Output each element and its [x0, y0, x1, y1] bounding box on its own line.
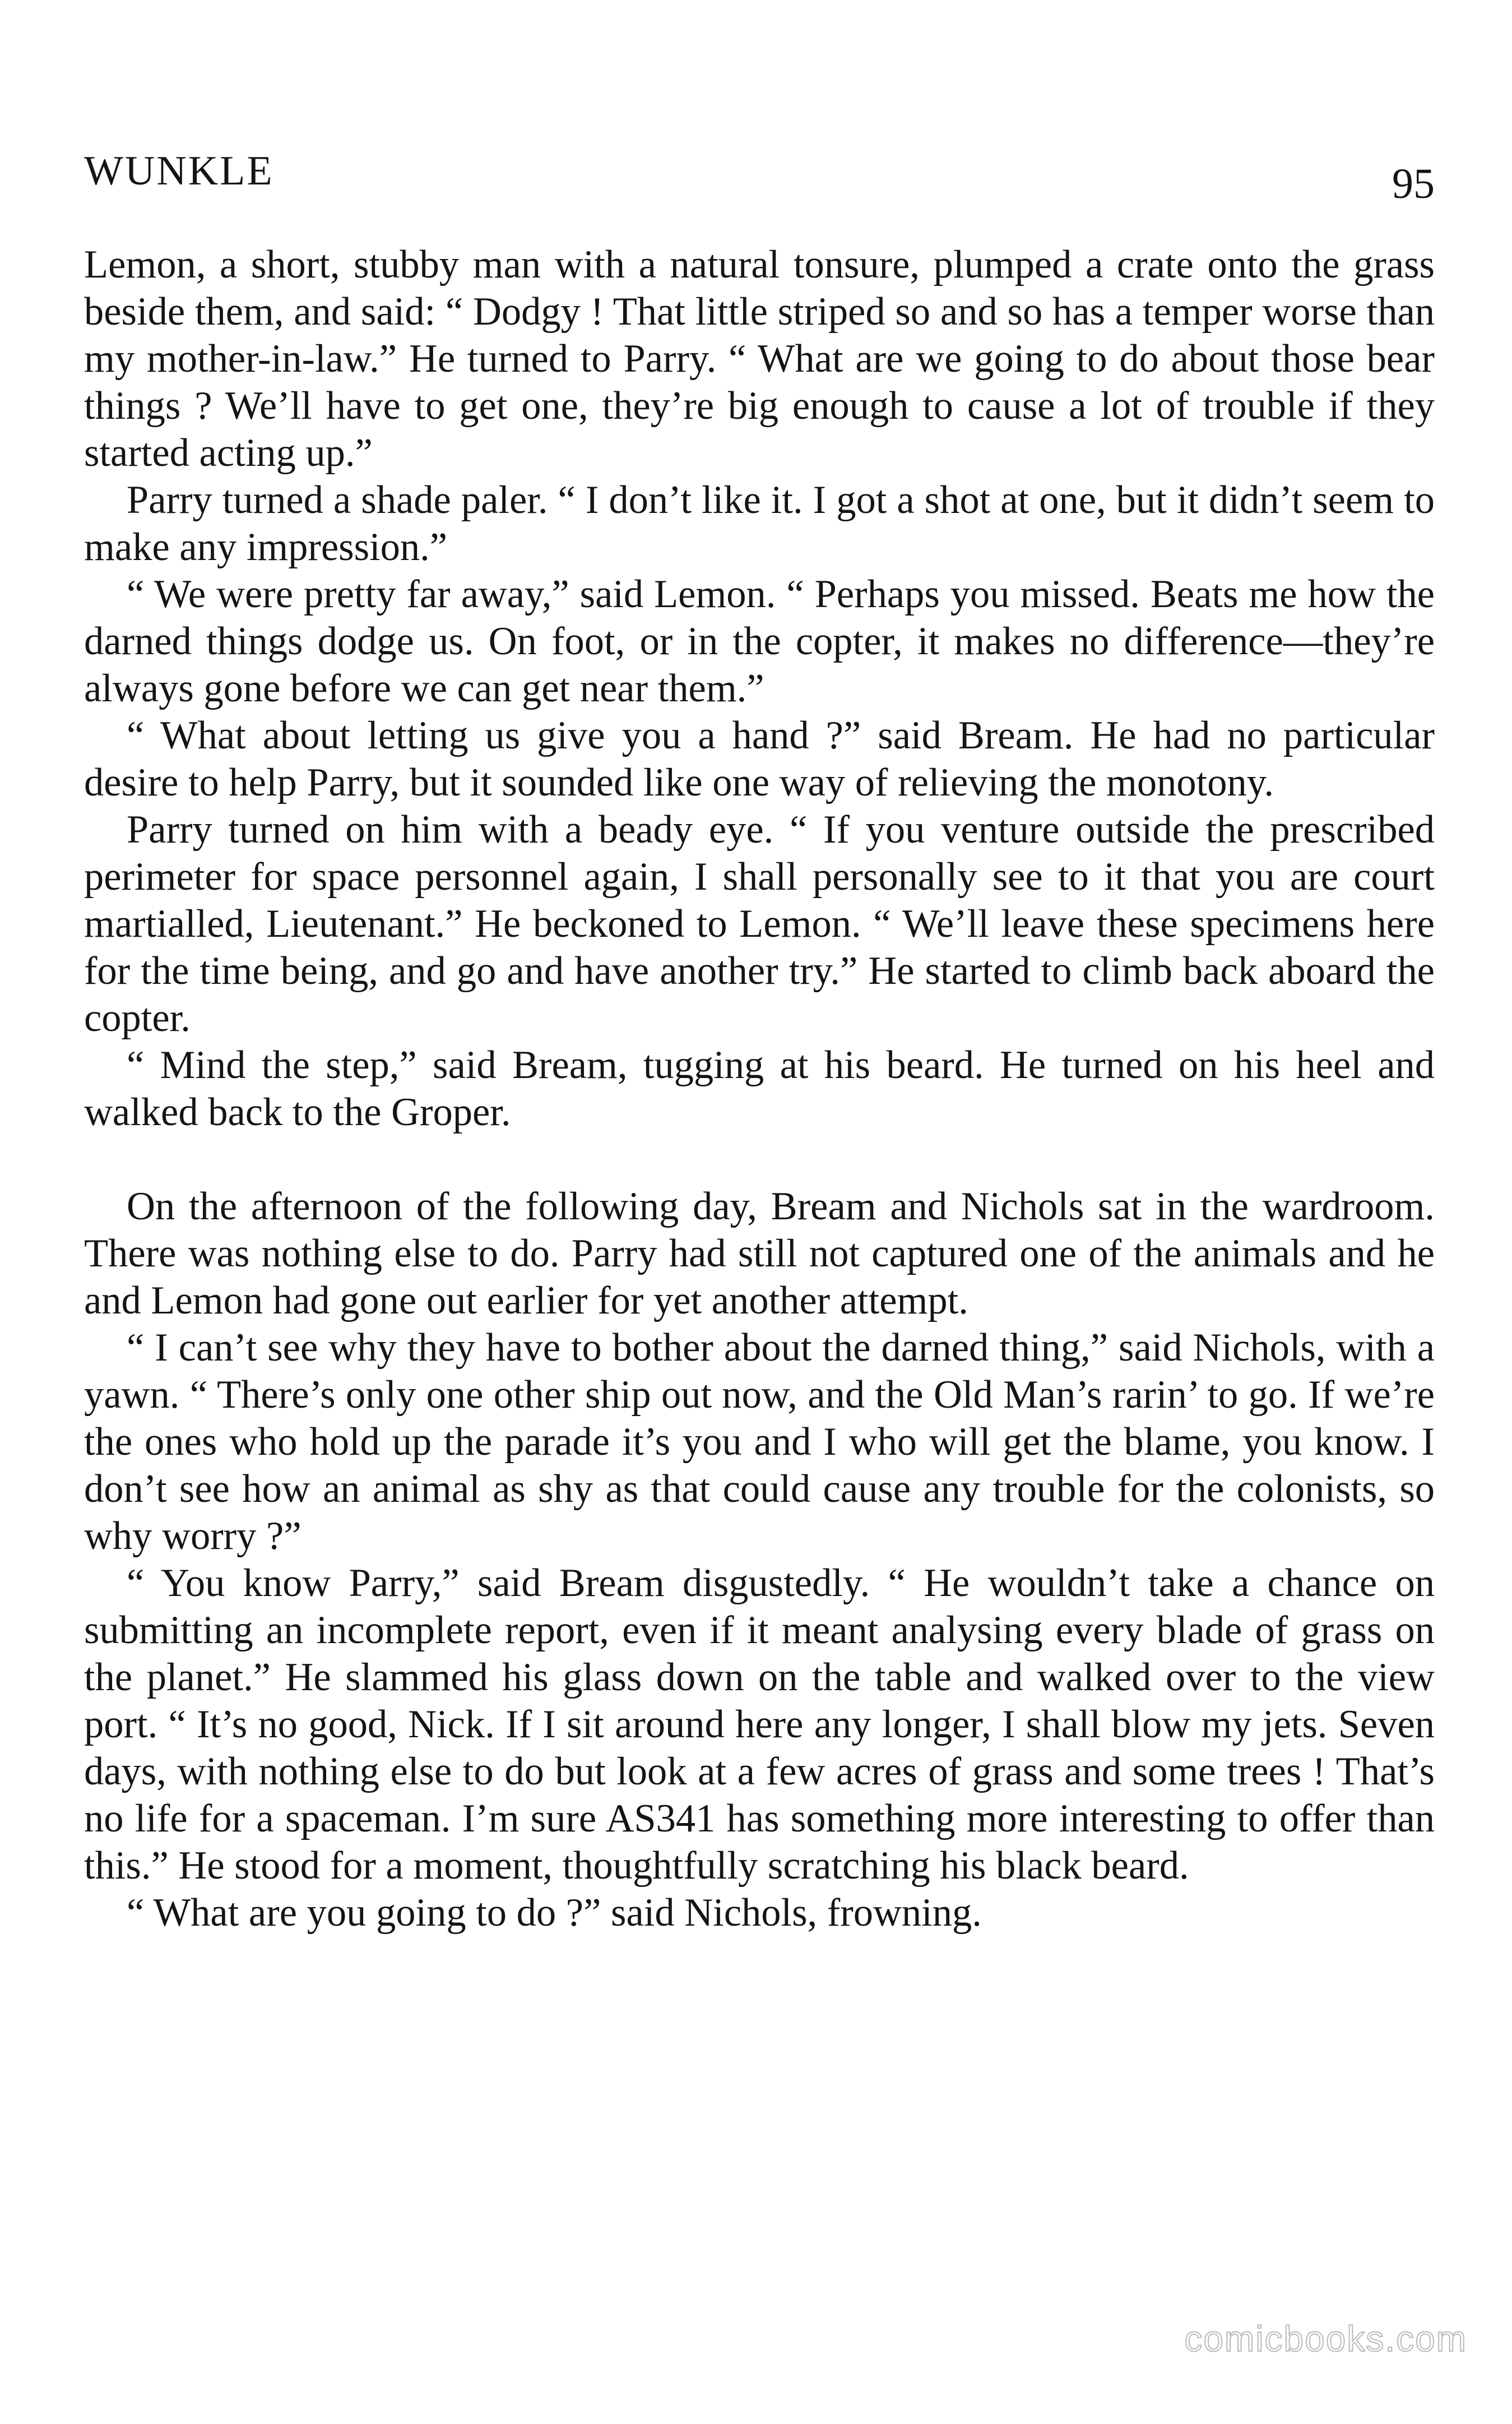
paragraph-2: Parry turned a shade paler. “ I don’t like it. I got a shot at one, but it didn’t seem to make any impression.”: [84, 478, 1435, 569]
running-head: WUNKLE: [84, 148, 274, 194]
paragraph-6: “ Mind the step,” said Bream, tugging at his beard. He turned on his heel and walked back to the Groper.: [84, 1043, 1435, 1134]
watermark-logo: comicbooks.com: [1184, 2319, 1467, 2359]
section-break: [84, 1136, 1435, 1183]
paragraph-5: Parry turned on him with a beady eye. “ If you venture outside the prescribed perimeter for space personnel again, I shall personally see to it that you are court martialled, Lieutenant.” He beckoned to Lemon. “ We’ll leave these specimens here for the time being, and go and have another try.” He started to climb back aboard the copter.: [84, 808, 1435, 1040]
body-text: [84, 241, 1435, 1936]
paragraph-8: “ I can’t see why they have to bother about the darned thing,” said Nichols, with a yawn. “ There’s only one other ship out now, and the Old Man’s rarin’ to go. If we’re the ones who hold up the parade it’s you and I who will get the blame, you know. I don’t see how an animal as shy as that could cause any trouble for the colonists, so why worry ?”: [84, 1326, 1435, 1558]
page-header: [84, 140, 1435, 207]
paragraph-4: “ What about letting us give you a hand ?” said Bream. He had no particular desire to help Parry, but it sounded like one way of relieving the monotony.: [84, 714, 1435, 804]
paragraph-3: “ We were pretty far away,” said Lemon. “ Perhaps you missed. Beats me how the darned things dodge us. On foot, or in the copter, it makes no difference—they’re always gone before we can get near them.”: [84, 572, 1435, 710]
paragraph-7: On the afternoon of the following day, Bream and Nichols sat in the wardroom. There was nothing else to do. Parry had still not captured one of the animals and he and Lemon had gone out earlier for yet another attempt.: [84, 1185, 1435, 1322]
paragraph-10: “ What are you going to do ?” said Nichols, frowning.: [127, 1891, 982, 1935]
page-number: 95: [1392, 160, 1435, 207]
paragraph-1: Lemon, a short, stubby man with a natural tonsure, plumped a crate onto the grass beside them, and said: “ Dodgy ! That little striped so and so has a temper worse than my mother-in-law.” He turned to Parry. “ What are we going to do about those bear things ? We’ll have to get one, they’re big enough to cause a lot of trouble if they started acting up.”: [84, 243, 1435, 475]
paragraph-9: “ You know Parry,” said Bream disgustedly. “ He wouldn’t take a chance on submitting an incomplete report, even if it meant analysing every blade of grass on the planet.” He slammed his glass down on the table and walked over to the view port. “ It’s no good, Nick. If I sit around here any longer, I shall blow my jets. Seven days, with nothing else to do but look at a few acres of grass and some trees ! That’s no life for a spaceman. I’m sure AS341 has something more interesting to offer than this.” He stood for a moment, thoughtfully scratching his black beard.: [84, 1561, 1435, 1888]
